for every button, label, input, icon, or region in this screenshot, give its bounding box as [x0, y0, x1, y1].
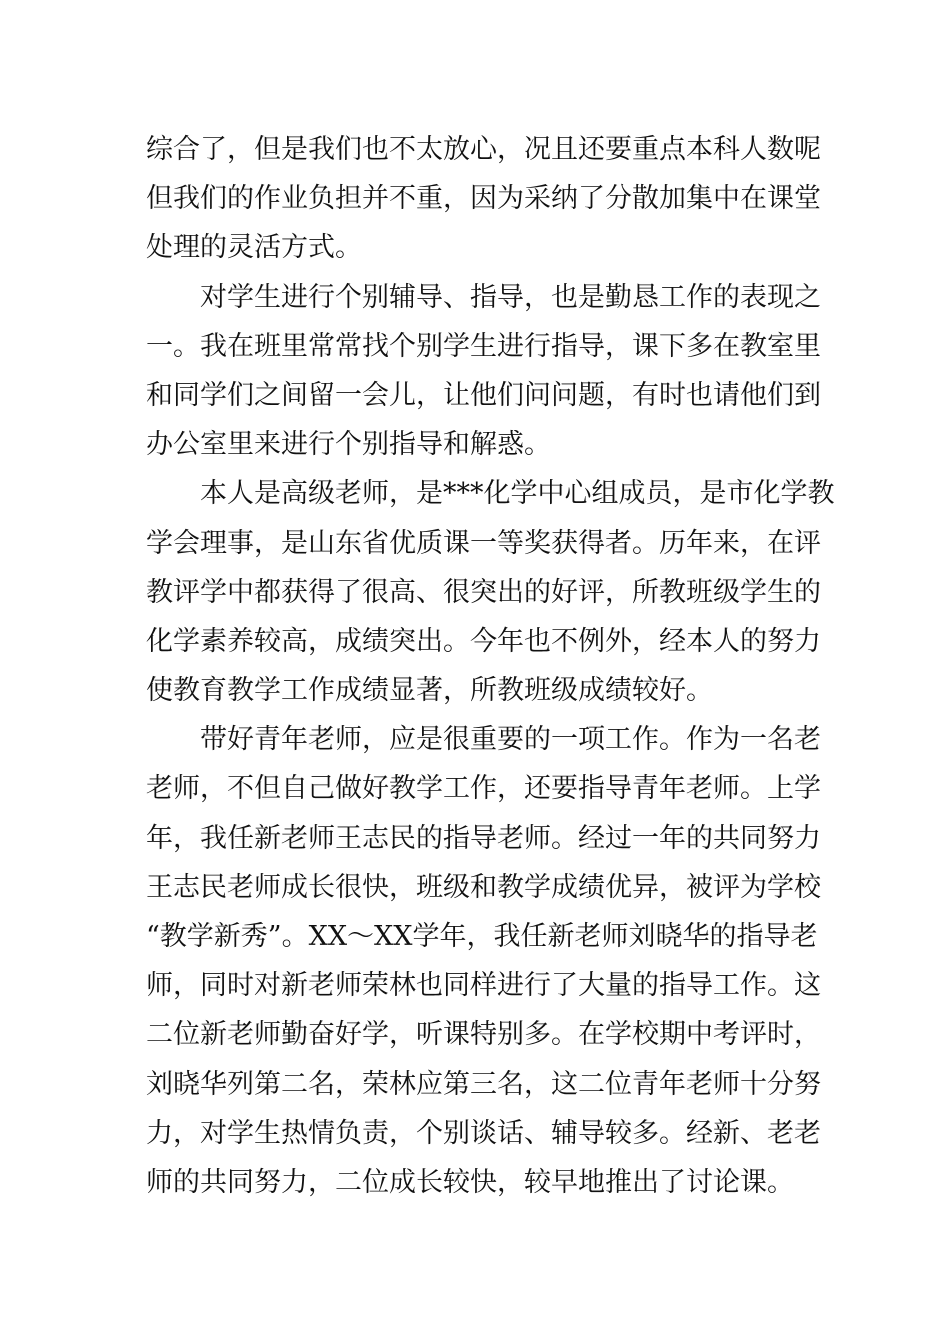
- text-line: 年，我任新老师王志民的指导老师。经过一年的共同努力: [146, 822, 821, 854]
- paragraph: [146, 273, 821, 470]
- text-line: 一。我在班里常常找个别学生进行指导，课下多在教室里: [146, 330, 821, 362]
- text-line: 使教育教学工作成绩显著，所教班级成绩较好。: [146, 675, 713, 707]
- paragraph: [146, 125, 821, 273]
- text-line: 刘晓华列第二名，荣林应第三名，这二位青年老师十分努: [146, 1068, 821, 1100]
- text-line: 和同学们之间留一会儿，让他们问问题，有时也请他们到: [146, 379, 821, 411]
- text-line: 师，同时对新老师荣林也同样进行了大量的指导工作。这: [146, 970, 821, 1002]
- text-line: 对学生进行个别辅导、指导，也是勤恳工作的表现之: [200, 281, 821, 313]
- text-line: “教学新秀”。XX～XX学年，我任新老师刘晓华的指导老: [146, 921, 818, 952]
- text-line: 化学素养较高，成绩突出。今年也不例外，经本人的努力: [146, 625, 821, 657]
- text-line: 综合了，但是我们也不太放心，况且还要重点本科人数呢: [146, 134, 821, 165]
- text-line: 师的共同努力，二位成长较快，较早地推出了讨论课。: [146, 1166, 794, 1198]
- text-line: 带好青年老师，应是很重要的一项工作。作为一名老: [200, 724, 821, 756]
- paragraph: [146, 469, 835, 715]
- text-line: 但我们的作业负担并不重，因为采纳了分散加集中在课堂: [146, 183, 821, 215]
- document-body: [146, 125, 835, 1207]
- text-line: 二位新老师勤奋好学，听课特别多。在学校期中考评时，: [146, 1019, 821, 1051]
- text-line: 本人是高级老师，是***化学中心组成员，是市化学教: [200, 478, 835, 510]
- text-line: 王志民老师成长很快，班级和教学成绩优异，被评为学校: [146, 871, 821, 903]
- text-line: 学会理事，是山东省优质课一等奖获得者。历年来，在评: [146, 527, 821, 559]
- text-line: 处理的灵活方式。: [146, 232, 362, 264]
- text-line: 老师，不但自己做好教学工作，还要指导青年老师。上学: [146, 773, 821, 805]
- text-line: 办公室里来进行个别指导和解惑。: [146, 429, 551, 461]
- paragraph: [146, 715, 821, 1207]
- text-line: 教评学中都获得了很高、很突出的好评，所教班级学生的: [146, 576, 821, 608]
- text-line: 力，对学生热情负责，个别谈话、辅导较多。经新、老老: [146, 1117, 821, 1149]
